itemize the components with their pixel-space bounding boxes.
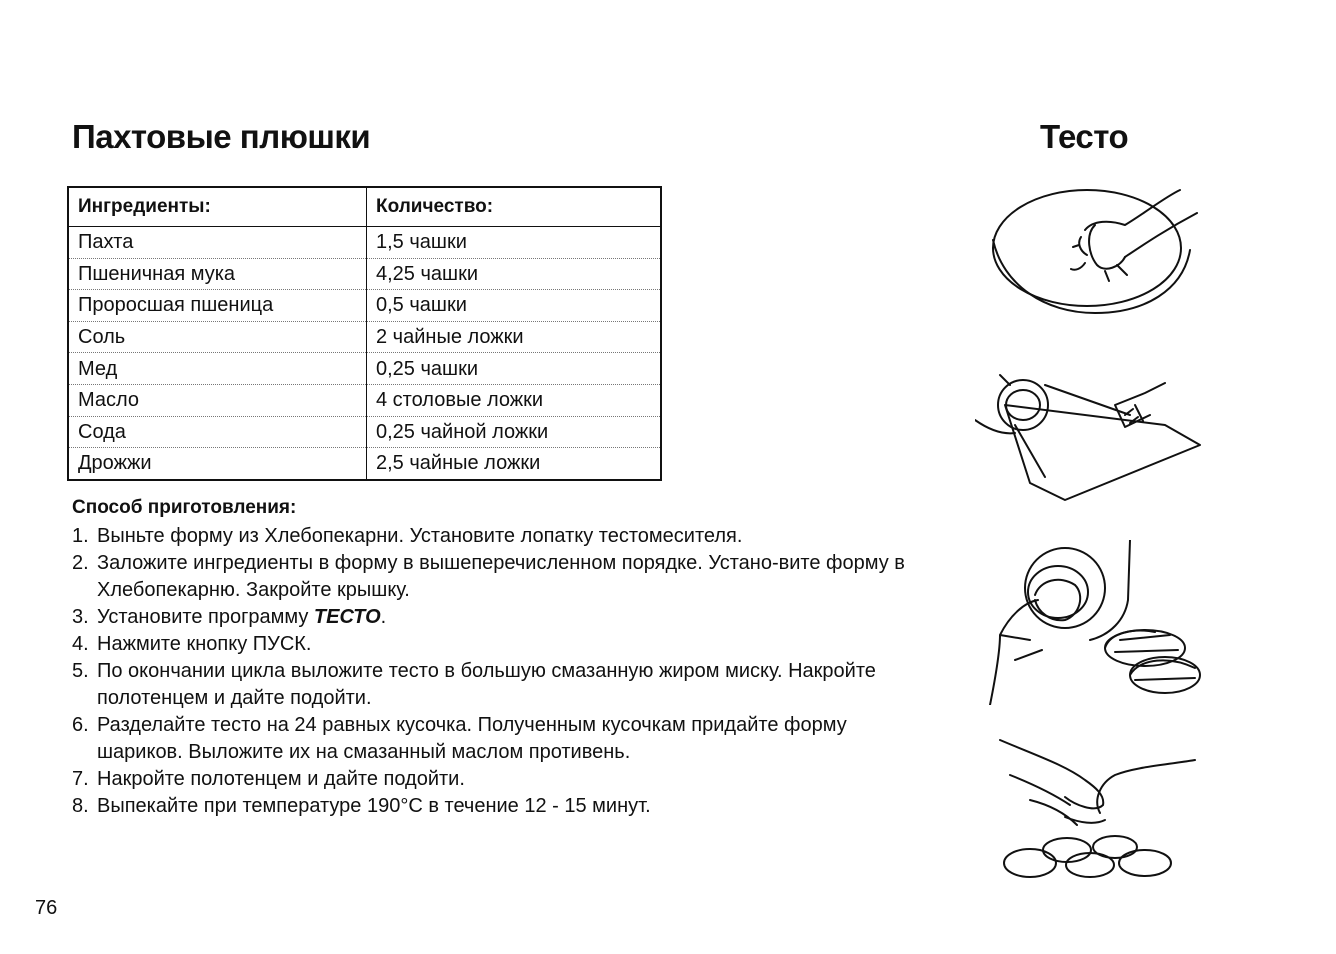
step-number: 7. [72, 768, 89, 790]
step-text: Накройте полотенцем и дайте подойти. [97, 768, 465, 790]
ingredient-qty: 4,25 чашки [367, 258, 662, 290]
header-ingredient: Ингредиенты: [68, 187, 367, 227]
step-text: Заложите ингредиенты в форму в вышеперечисленном порядке. Устано-вите форму в Хлебопекарню. Закройте крышку. [97, 552, 905, 601]
step-text: Выпекайте при температуре 190°С в течение 12 - 15 минут. [97, 795, 651, 817]
step-number: 8. [72, 795, 89, 817]
ingredient-name: Дрожжи [68, 448, 367, 480]
kneading-bowl-illustration [985, 185, 1205, 320]
step-text [97, 604, 912, 631]
page-title: Пахтовые плюшки [72, 118, 371, 155]
ingredient-name: Масло [68, 384, 367, 416]
step-number: 6. [72, 714, 89, 736]
section-title: Тесто [1040, 118, 1129, 155]
table-row [68, 321, 661, 353]
ingredient-name: Соль [68, 321, 367, 353]
table-row [68, 384, 661, 416]
shaping-loaves-illustration [980, 540, 1205, 705]
step-item [72, 604, 912, 631]
step-item [72, 793, 912, 820]
step-text: По окончании цикла выложите тесто в большую смазанную жиром миску. Накройте полотенцем и дайте подойти. [97, 660, 876, 709]
ingredient-qty: 0,25 чайной ложки [367, 416, 662, 448]
table-row [68, 258, 661, 290]
step-number: 4. [72, 633, 89, 655]
ingredient-name: Мед [68, 353, 367, 385]
table-row [68, 416, 661, 448]
ingredient-name: Проросшая пшеница [68, 290, 367, 322]
ingredient-qty: 2 чайные ложки [367, 321, 662, 353]
method-title: Способ приготовления: [72, 497, 297, 518]
step-item [72, 523, 912, 550]
ingredients-table [67, 186, 662, 481]
shaping-balls-illustration [995, 735, 1200, 880]
ingredient-name: Сода [68, 416, 367, 448]
step-text-before: Установите программу [97, 606, 314, 628]
step-text-after: . [380, 606, 387, 628]
ingredient-qty: 1,5 чашки [367, 227, 662, 259]
step-item [72, 550, 912, 604]
step-number: 3. [72, 606, 89, 628]
table-row [68, 227, 661, 259]
table-header-row [68, 187, 661, 227]
step-item [72, 658, 912, 712]
step-item [72, 712, 912, 766]
step-number: 5. [72, 660, 89, 682]
ingredient-name: Пшеничная мука [68, 258, 367, 290]
step-text: Нажмите кнопку ПУСК. [97, 633, 312, 655]
header-quantity: Количество: [367, 187, 662, 227]
step-number: 1. [72, 525, 89, 547]
program-name: ТЕСТО [313, 606, 381, 628]
step-item [72, 766, 912, 793]
step-item [72, 631, 912, 658]
page-number: 76 [35, 897, 58, 919]
step-text: Выньте форму из Хлебопекарни. Установите лопатку тестомесителя. [97, 525, 743, 547]
table-row [68, 290, 661, 322]
step-text: Разделайте тесто на 24 равных кусочка. Полученным кусочкам придайте форму шариков. Выложите их на смазанный маслом противень. [97, 714, 847, 763]
pan-brush-illustration [975, 365, 1205, 505]
ingredient-qty: 0,25 чашки [367, 353, 662, 385]
table-row [68, 448, 661, 480]
table-row [68, 353, 661, 385]
method-steps [72, 523, 912, 820]
ingredient-qty: 4 столовые ложки [367, 384, 662, 416]
ingredient-name: Пахта [68, 227, 367, 259]
ingredient-qty: 2,5 чайные ложки [376, 452, 541, 475]
ingredient-qty: 0,5 чашки [367, 290, 662, 322]
step-number: 2. [72, 552, 89, 574]
